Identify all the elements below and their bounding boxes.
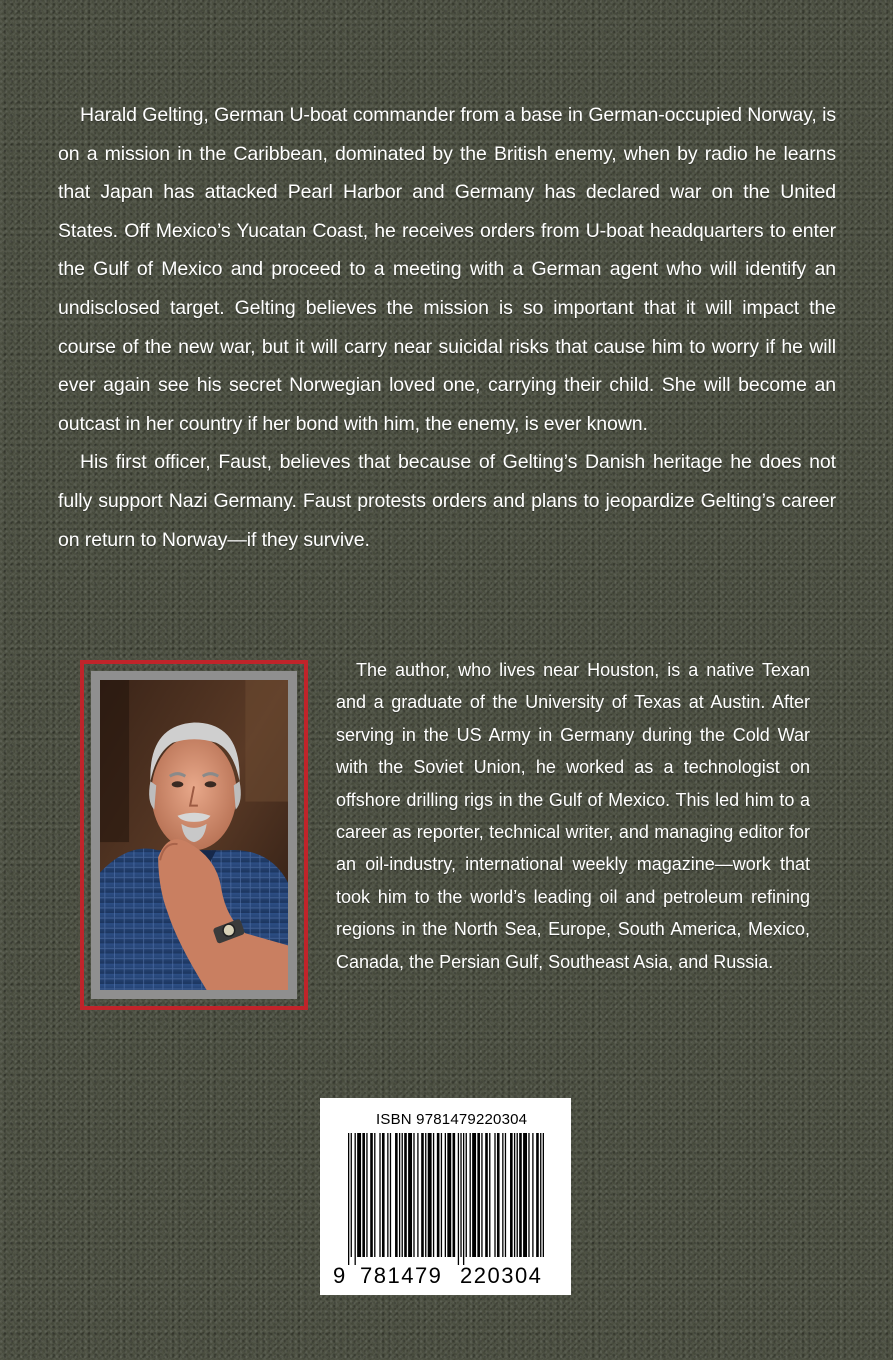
barcode-bar [481, 1133, 482, 1257]
isbn-label: ISBN 9781479220304 [376, 1111, 528, 1128]
barcode-bar [370, 1133, 373, 1257]
barcode-bar [458, 1133, 459, 1265]
barcode-bar [528, 1133, 529, 1257]
author-photo-mat [91, 671, 297, 999]
barcode-bar [540, 1133, 541, 1257]
barcode-bar [445, 1133, 446, 1257]
barcode-bar [408, 1133, 412, 1257]
barcode-bar [441, 1133, 442, 1257]
barcode-bar [421, 1133, 424, 1257]
barcode-bar [428, 1133, 432, 1257]
isbn-barcode [320, 1098, 571, 1295]
barcode-bar [425, 1133, 426, 1257]
barcode-bar [532, 1133, 533, 1257]
barcode-bar [543, 1133, 544, 1257]
barcode-bar [379, 1133, 380, 1257]
barcode-digits-right: 220304 [460, 1263, 543, 1288]
barcode-bar [348, 1133, 349, 1265]
barcode-digits-left: 781479 [360, 1263, 443, 1288]
barcode-bar [374, 1133, 375, 1257]
barcode-bar [477, 1133, 480, 1257]
barcode-bar [437, 1133, 440, 1257]
barcode-bar [453, 1133, 456, 1257]
barcode-bar [472, 1133, 476, 1257]
barcode-bar [362, 1133, 365, 1257]
barcode-bar [387, 1133, 388, 1257]
barcode-bar [485, 1133, 488, 1257]
barcode-bar [399, 1133, 400, 1257]
barcode-bar [395, 1133, 398, 1257]
author-bio [336, 654, 810, 978]
barcode-bar [351, 1133, 352, 1257]
barcode-bar [470, 1133, 471, 1257]
barcode-bar [510, 1133, 513, 1257]
barcode-bar [447, 1133, 451, 1257]
barcode-bar [514, 1133, 515, 1257]
barcode-bar [502, 1133, 503, 1257]
barcode-digit-first: 9 [333, 1263, 347, 1288]
barcode-bar [519, 1133, 522, 1257]
barcode-bar [494, 1133, 495, 1257]
barcode-bar [382, 1133, 385, 1257]
author-photo-frame [80, 660, 308, 1010]
barcode-bar [460, 1133, 461, 1257]
back-cover-blurb [58, 96, 836, 559]
barcode-bar [417, 1133, 418, 1257]
barcode-bar [523, 1133, 527, 1257]
barcode-bar [413, 1133, 414, 1257]
author-photo [100, 680, 288, 990]
barcode-bar [463, 1133, 464, 1265]
barcode-bar [517, 1133, 518, 1257]
blurb-paragraph-2: His first officer, Faust, believes that because of Gelting’s Danish heritage he does not fully support Nazi Germany. Faust protests orders and plans to jeopardize Gelting’s career on return to Norway—if they survive. [58, 451, 836, 551]
barcode-bar [404, 1133, 407, 1257]
barcode-bar [433, 1133, 434, 1257]
barcode-bar [536, 1133, 539, 1257]
barcode-bar [355, 1133, 356, 1265]
barcode-bars [348, 1133, 544, 1265]
blurb-paragraph-1: Harald Gelting, German U-boat commander from a base in German-occupied Norway, is on a mission in the Caribbean, dominated by the British enemy, when by radio he learns that Japan has attacked Pearl Harbor and Germany has declared war on the United States. Off Mexico’s Yucatan Coast, he receives orders from U-boat headquarters to enter the Gulf of Mexico and proceed to a meeting with a German agent who will identify an undisclosed target. Gelting believes the mission is so important that it will impact the course of the new war, but it will carry near suicidal risks that cause him to worry if he will ever again see his secret Norwegian loved one, carrying their child. She will become an outcast in her country if her bond with him, the enemy, is ever known. [58, 104, 836, 435]
barcode-bar [466, 1133, 467, 1257]
author-bio-text: The author, who lives near Houston, is a native Texan and a graduate of the University of Texas at Austin. After serving in the US Army in Germany during the Cold War with the Soviet Union, he worked as a technologist on offshore drilling rigs in the Gulf of Mexico. This led him to a career as reporter, technical writer, and managing editor for an oil-industry, international weekly magazine—work that took him to the world’s leading oil and petroleum refining regions in the North Sea, Europe, South America, Mexico, Canada, the Persian Gulf, Southeast Asia, and Russia. [336, 660, 810, 972]
barcode-bar [390, 1133, 391, 1257]
barcode-bar [489, 1133, 490, 1257]
barcode-bar [366, 1133, 367, 1257]
barcode-bar [505, 1133, 506, 1257]
barcode-bar [402, 1133, 403, 1257]
barcode-bar [497, 1133, 500, 1257]
barcode-bar [357, 1133, 361, 1257]
